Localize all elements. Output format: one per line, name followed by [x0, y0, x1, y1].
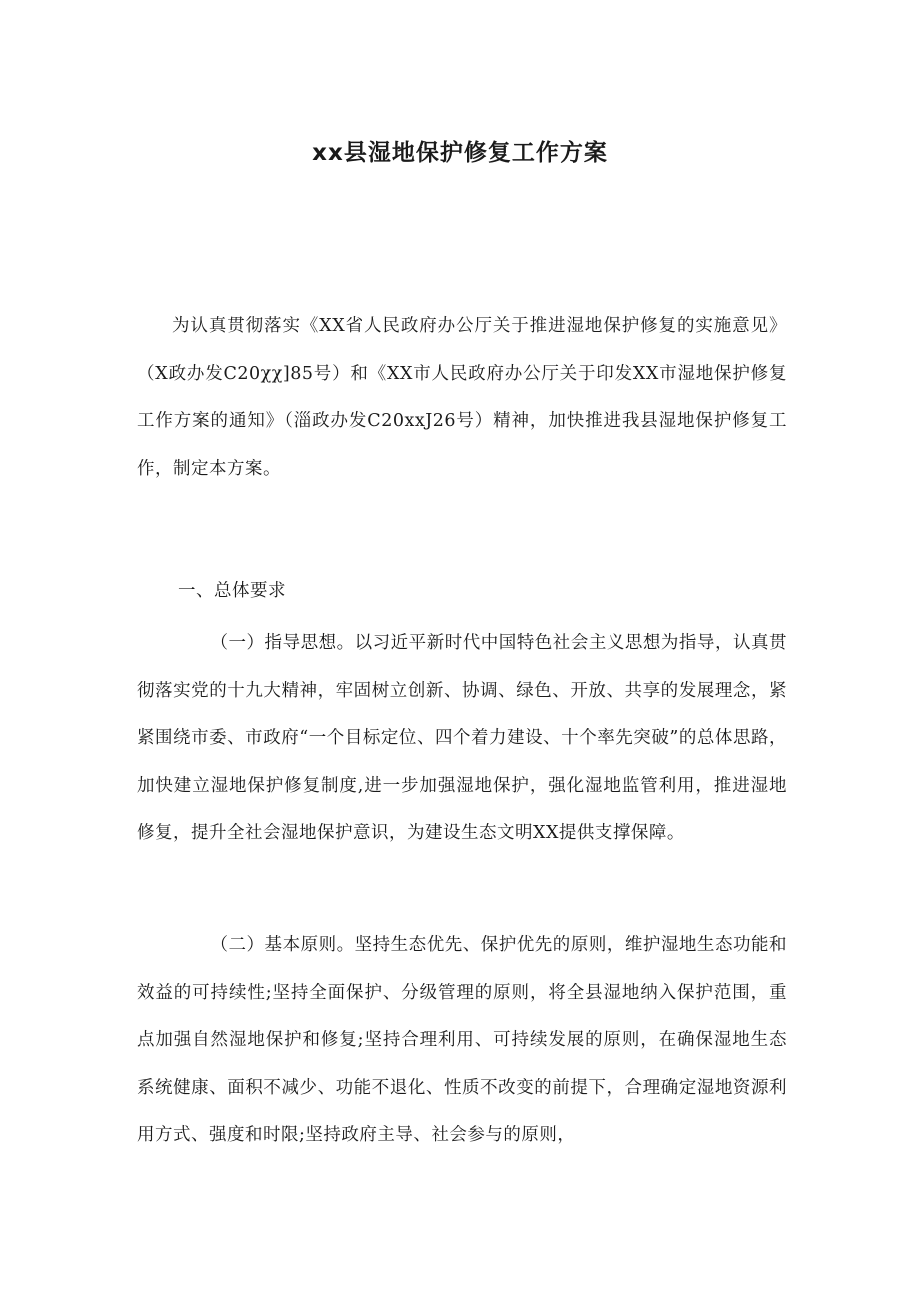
intro-paragraph: 为认真贯彻落实《XX省人民政府办公厅关于推进湿地保护修复的实施意见》（X政办发C20χχ]85号）和《XX市人民政府办公厅关于印发XX市湿地保护修复工作方案的通知》（淄政办发C20xxJ26号）精神，加快推进我县湿地保护修复工作，制定本方案。: [137, 316, 787, 479]
section-heading-general-requirements: 一、总体要求: [178, 581, 286, 601]
document-title: xx县湿地保护修复工作方案: [312, 140, 608, 166]
basic-principles-paragraph: （二）基本原则。坚持生态优先、保护优先的原则，维护湿地生态功能和效益的可持续性;坚持全面保护、分级管理的原则，将全县湿地纳入保护范围，重点加强自然湿地保护和修复;坚持合理利用、可持续发展的原则，在确保湿地生态系统健康、面积不减少、功能不退化、性质不改变的前提下，合理确定湿地资源利用方式、强度和时限;坚持政府主导、社会参与的原则，: [137, 935, 787, 1145]
guiding-thought-paragraph: （一）指导思想。以习近平新时代中国特色社会主义思想为指导，认真贯彻落实党的十九大精神，牢固树立创新、协调、绿色、开放、共享的发展理念，紧紧围绕市委、市政府“一个目标定位、四个着力建设、十个率先突破”的总体思路，加快建立湿地保护修复制度,进一步加强湿地保护，强化湿地监管利用，推进湿地修复，提升全社会湿地保护意识，为建设生态文明XX提供支撑保障。: [137, 633, 787, 843]
